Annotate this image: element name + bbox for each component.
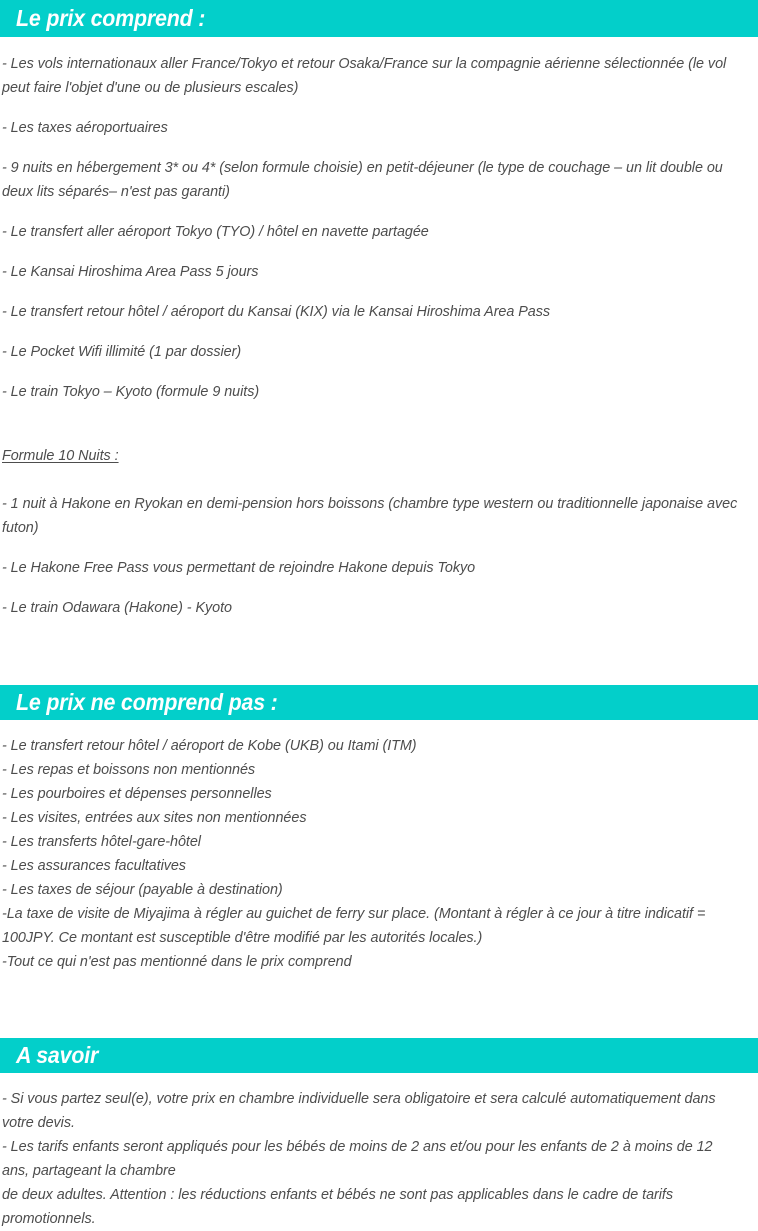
list-item: -Tout ce qui n'est pas mentionné dans le prix comprend [2, 954, 352, 970]
section-title-good-to-know: A savoir [16, 1042, 99, 1068]
formule-10-nuits-block [0, 444, 758, 468]
list-item: -La taxe de visite de Miyajima à régler au guichet de ferry sur place. (Montant à régler à ce jour à titre indicatif = 100JPY. Ce montant est susceptible d'être modifié par les autorités locales.) [2, 906, 706, 946]
section-header-good-to-know [0, 1038, 758, 1073]
section-title-excluded: Le prix ne comprend pas : [16, 689, 278, 715]
list-item: - 1 nuit à Hakone en Ryokan en demi-pension hors boissons (chambre type western ou traditionnelle japonaise avec futon) [2, 496, 738, 536]
list-item: de deux adultes. Attention : les réductions enfants et bébés ne sont pas applicables dans le cadre de tarifs promotionnels. [2, 1187, 674, 1227]
spacer [0, 660, 758, 685]
list-item: - Les repas et boissons non mentionnés [2, 762, 256, 778]
list-item: - Les visites, entrées aux sites non mentionnées [2, 810, 307, 826]
list-item: - Les assurances facultatives [2, 858, 186, 874]
list-item: - 9 nuits en hébergement 3* ou 4* (selon formule choisie) en petit-déjeuner (le type de couchage – un lit double ou deux lits séparés– n'est pas garanti) [2, 160, 723, 200]
spacer [0, 1014, 758, 1038]
included-list [0, 52, 758, 404]
good-to-know-list [0, 1087, 758, 1231]
list-item: - Les taxes de séjour (payable à destination) [2, 882, 283, 898]
spacer [0, 1073, 758, 1087]
list-item: - Le transfert aller aéroport Tokyo (TYO) / hôtel en navette partagée [2, 224, 429, 240]
spacer [0, 37, 758, 52]
list-item: - Le Pocket Wifi illimité (1 par dossier) [2, 344, 242, 360]
spacer [0, 720, 758, 734]
list-item: - Le train Tokyo – Kyoto (formule 9 nuits) [2, 384, 260, 400]
formule-10-nuits-list [0, 492, 758, 620]
subsection-heading-formule-10-nuits: Formule 10 Nuits : [2, 448, 119, 464]
list-item: - Le Hakone Free Pass vous permettant de rejoindre Hakone depuis Tokyo [2, 560, 476, 576]
list-item: - Les taxes aéroportuaires [2, 120, 168, 136]
spacer [0, 974, 758, 1014]
section-title-included: Le prix comprend : [16, 5, 206, 31]
list-item: - Les vols internationaux aller France/Tokyo et retour Osaka/France sur la compagnie aérienne sélectionnée (le vol peut faire l'objet d'une ou de plusieurs escales) [2, 56, 727, 96]
list-item: - Le transfert retour hôtel / aéroport du Kansai (KIX) via le Kansai Hiroshima Area Pass [2, 304, 551, 320]
excluded-list [0, 734, 758, 974]
list-item: - Les tarifs enfants seront appliqués pour les bébés de moins de 2 ans et/ou pour les enfants de 2 à moins de 12 ans, partageant la chambre [2, 1139, 713, 1179]
list-item: - Le transfert retour hôtel / aéroport de Kobe (UKB) ou Itami (ITM) [2, 738, 417, 754]
list-item: - Le train Odawara (Hakone) - Kyoto [2, 600, 232, 616]
list-item: - Le Kansai Hiroshima Area Pass 5 jours [2, 264, 259, 280]
section-header-excluded [0, 685, 758, 720]
spacer [0, 404, 758, 444]
spacer [0, 620, 758, 660]
list-item: - Les pourboires et dépenses personnelles [2, 786, 272, 802]
section-header-included [0, 0, 758, 37]
list-item: - Si vous partez seul(e), votre prix en chambre individuelle sera obligatoire et sera calculé automatiquement dans votre devis. [2, 1091, 716, 1131]
list-item: - Les transferts hôtel-gare-hôtel [2, 834, 201, 850]
spacer [0, 468, 758, 492]
